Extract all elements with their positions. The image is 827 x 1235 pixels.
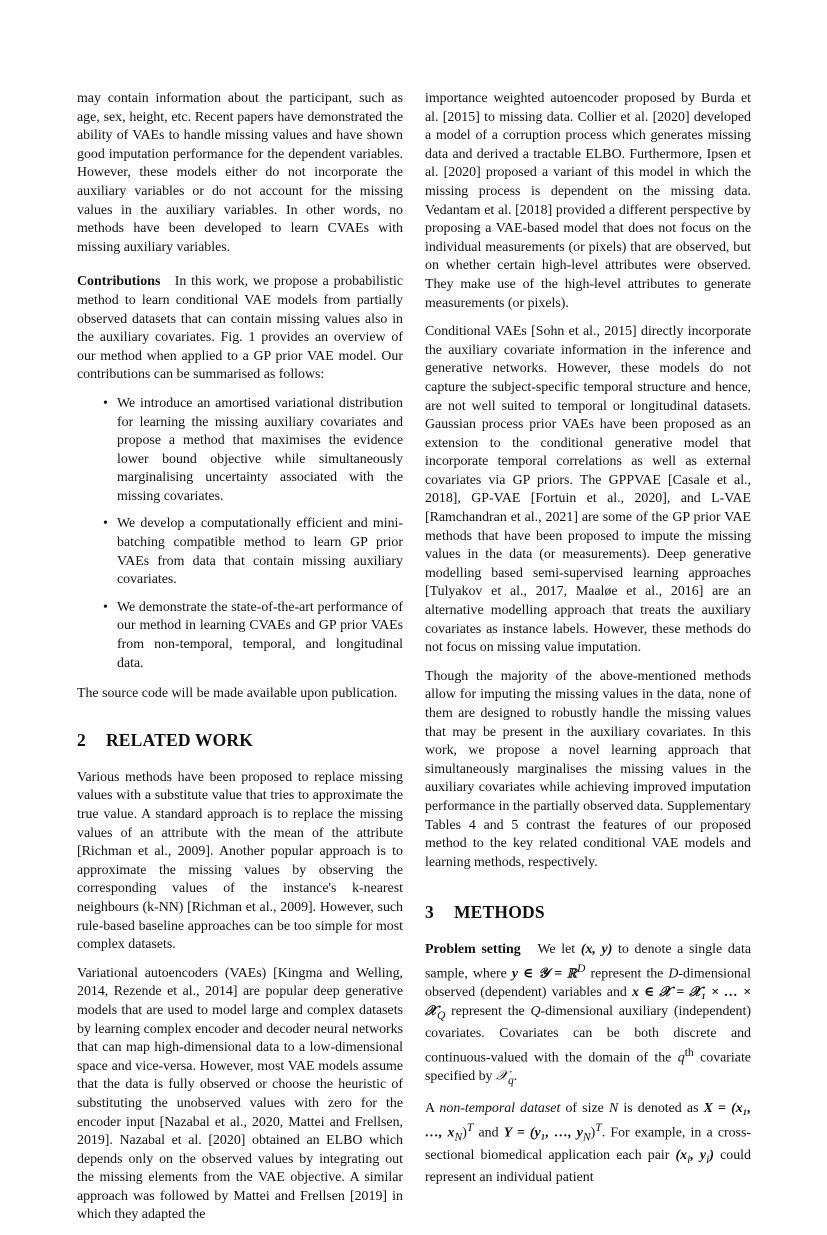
list-item: • We introduce an amortised variational distribution for learning the missing auxiliary covariates and propose a method that maximises the evidence lower bound objective while simultaneously marginalising uncertainty associated with the missing covariates. bbox=[117, 395, 403, 507]
related-work-paragraph-4: Conditional VAEs [Sohn et al., 2015] directly incorporate the auxiliary covariate information in the inference and generative networks. However, these models do not capture the subject-specific temporal structure and hence, are not well suited to temporal or longitudinal datasets. Gaussian process prior VAEs have been proposed as an extension to the conditional generative model that incorporate temporal correlations as well as external covariates via GP priors. The GPPVAE [Casale et al., 2018], GP-VAE [Fortuin et al., 2020], and L-VAE [Ramchandran et al., 2021] are some of the GP prior VAE methods that have been proposed to impute the missing values in the data (or measurements). Deep generative modelling based semi-supervised learning approaches [Tulyakov et al., 2017, Maaløe et al., 2016] are an alternative modelling approach that treats the auxiliary covariates as instance labels. However, these methods do not focus on missing value imputation. bbox=[425, 324, 751, 656]
problem-setting-heading: Problem setting bbox=[425, 942, 521, 958]
related-work-paragraph-3: importance weighted autoencoder proposed by Burda et al. [2015] to missing data. Collier et al. [2020] developed a model of a corruption process which generates missing data and derived a tractable ELBO. Furthermore, Ipsen et al. [2020] proposed a variant of this model in which the missing process is dependent on the missing data. Vedantam et al. [2018] provided a different perspective by proposing a VAE-based model that does not focus on the individual measurements (or pixels) that are observed, but on whether certain high-level attributes were observed. They make use of the high-level attributes to generate measurements (or pixels). bbox=[425, 91, 751, 311]
contributions-text: In this work, we propose a probabilistic method to learn conditional VAE models from partially observed datasets that can contain missing values also in the auxiliary covariates. Fig. 1 provides an overview of our method when applied to a GP prior VAE model. Our contributions can be summarised as follows: bbox=[77, 274, 404, 383]
section-heading-related-work bbox=[77, 730, 403, 751]
list-item: • We demonstrate the state-of-the-art performance of our method in learning CVAEs and GP prior VAEs from non-temporal, temporal, and longitudinal data. bbox=[117, 599, 403, 673]
section-number: 2 bbox=[77, 729, 86, 750]
contributions-paragraph bbox=[77, 273, 403, 385]
related-work-paragraph-2: Variational autoencoders (VAEs) [Kingma and Welling, 2014, Rezende et al., 2014] are popular deep generative models that are used to model large and complex datasets by learning complex encoder and decoder neural networks that can map high-dimensional data to a low-dimensional space and vice-versa. However, most VAE models assume that the data is fully observed or choose the heuristic of substituting the unobserved values with zero for the encoder input [Nazabal et al., 2020, Mattei and Frellsen, 2019]. Nazabal et al. [2020] obtained an ELBO which depends only on the observed values by integrating out the missing elements from the VAE objective. A similar approach was followed by Mattei and Frellsen [2019] in which they adapted the bbox=[77, 965, 403, 1223]
section-number: 3 bbox=[425, 902, 434, 923]
term-non-temporal-dataset: non-temporal dataset bbox=[439, 1101, 561, 1117]
left-column bbox=[77, 90, 403, 1235]
contributions-heading: Contributions bbox=[77, 274, 161, 290]
section-title: RELATED WORK bbox=[105, 729, 254, 750]
problem-setting-paragraph: Problem setting We let (x, y) to denote a single data sample, where y ∈ 𝒴 = ℝ$^D$ represent the D-dimensional observed (dependent) variables and x ∈ 𝒳 = 𝒳₁ × … × 𝒳$_Q$ represent the Q-dimensional auxiliary (independent) covariates. Covariates can be both discrete and continuous-valued with the domain of the $q^{th}$ covariate specified by 𝒳$_q$. bbox=[425, 942, 751, 1087]
related-work-paragraph-1: Various methods have been proposed to replace missing values with a substitute value that tries to approximate the true value. A standard approach is to replace the missing values of an attribute with the mean of the attribute [Richman et al., 2009]. Another popular approach is to approximate the missing values by observing the corresponding values of the instance's k-nearest neighbours (k-NN) [Richman et al., 2009]. However, such rule-based baseline approaches can be too simple for most complex datasets. bbox=[77, 769, 403, 953]
section-heading-methods bbox=[425, 902, 751, 923]
right-column bbox=[425, 90, 751, 1198]
source-code-note: The source code will be made available upon publication. bbox=[77, 686, 398, 702]
non-temporal-paragraph: A non-temporal dataset of size N is denoted as X = (x₁, …, $x_N)^T$ and Y = (y₁, …, $y_N)^T$. For example, in a cross-sectional biomedical application each pair ($x_i$, $y_i$) could represent an individual patient bbox=[425, 1101, 751, 1186]
contributions-list bbox=[77, 395, 403, 673]
section-title: METHODS bbox=[453, 902, 545, 923]
related-work-paragraph-5: Though the majority of the above-mentioned methods allow for imputing the missing values in the data, none of them are designed to robustly handle the missing values that may be present in the auxiliary covariates. In this work, we propose a novel learning approach that simultaneously marginalises the missing values in the auxiliary covariates while achieving improved imputation performance in the partially observed data. Supplementary Tables 4 and 5 contrast the features of our proposed method to the key related conditional VAE models and learning methods, respectively. bbox=[425, 668, 751, 870]
intro-paragraph-end: may contain information about the participant, such as age, sex, height, etc. Recent papers have demonstrated the ability of VAEs to handle missing values and have shown good imputation performance for the dependent variables. However, these models either do not incorporate the auxiliary variables or do not account for the missing values in the auxiliary variables. In other words, no methods have been developed to learn CVAEs with missing auxiliary variables. bbox=[77, 91, 403, 255]
list-item: • We develop a computationally efficient and mini-batching compatible method to learn GP prior VAEs from data that contain missing auxiliary covariates. bbox=[117, 515, 403, 589]
